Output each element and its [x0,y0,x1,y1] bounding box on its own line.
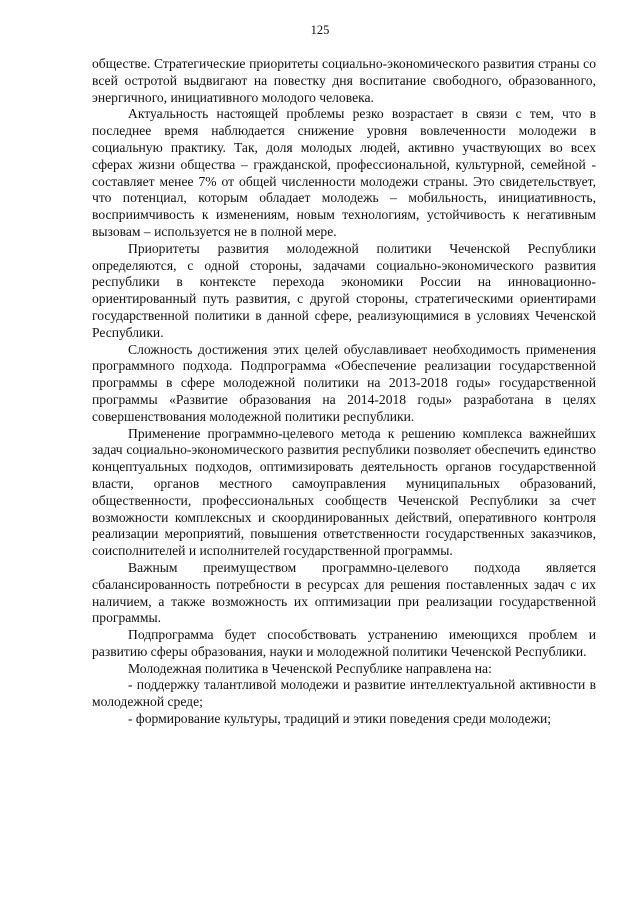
paragraph: Молодежная политика в Чеченской Республике направлена на: [128,660,492,676]
list-item: - поддержку талантливой молодежи и развитие интеллектуальной активности в молодежной среде; [92,677,596,710]
paragraph: Применение программно-целевого метода к решению комплекса важнейших задач социально-экономического развития республики позволяет обеспечить единство концептуальных подходов, оптимизировать деятельность органов государственной власти, органов местного самоуправления муниципальных образований, общественности, профессиональных сообществ Чеченской Республики за счет возможности комплексных и скоординированных действий, оперативного контроля реализации мероприятий, повышения ответственности государственных заказчиков, соисполнителей и исполнителей государственной программы. [92,425,596,559]
list-item: - формирование культуры, традиций и этики поведения среди молодежи; [128,711,552,727]
paragraph: Сложность достижения этих целей обуславливает необходимость применения программного подхода. Подпрограмма «Обеспечение реализации государственной программы в сфере молодежной политики на 2013-2018 годы» государственной программы «Развитие образования на 2014-2018 годы» разработана в целях совершенствования молодежной политики республики. [92,341,596,424]
page-number: 125 [310,23,330,37]
paragraph: Приоритеты развития молодежной политики Чеченской Республики определяются, с одной стороны, задачами социально-экономического развития республики в контексте перехода экономики России на инновационно-ориентированный путь развития, с другой стороны, стратегическими ориентирами государственной политики в данной сфере, реализующимися в условиях Чеченской Республики. [92,240,596,340]
paragraph: обществе. Стратегические приоритеты социально-экономического развития страны со всей остротой выдвигают на повестку дня воспитание свободного, образованного, энергичного, инициативного молодого человека. [92,56,596,105]
document-body [92,56,596,728]
paragraph: Актуальность настоящей проблемы резко возрастает в связи с тем, что в последнее время наблюдается снижение уровня вовлеченности молодежи в социальную практику. Так, доля молодых людей, активно участвующих во всех сферах жизни общества – гражданской, профессиональной, культурной, семейной - составляет менее 7% от общей численности молодежи страны. Это свидетельствует, что потенциал, которым обладает молодежь – мобильность, инициативность, восприимчивость к изменениям, новым технологиям, устойчивость к негативным вызовам – используется не в полной мере. [92,106,596,239]
paragraph: Важным преимуществом программно-целевого подхода является сбалансированность потребности в ресурсах для решения поставленных задач с их наличием, а также возможность их оптимизации при реализации государственной программы. [92,559,596,626]
paragraph: Подпрограмма будет способствовать устранению имеющихся проблем и развитию сферы образования, науки и молодежной политики Чеченской Республики. [92,627,596,659]
